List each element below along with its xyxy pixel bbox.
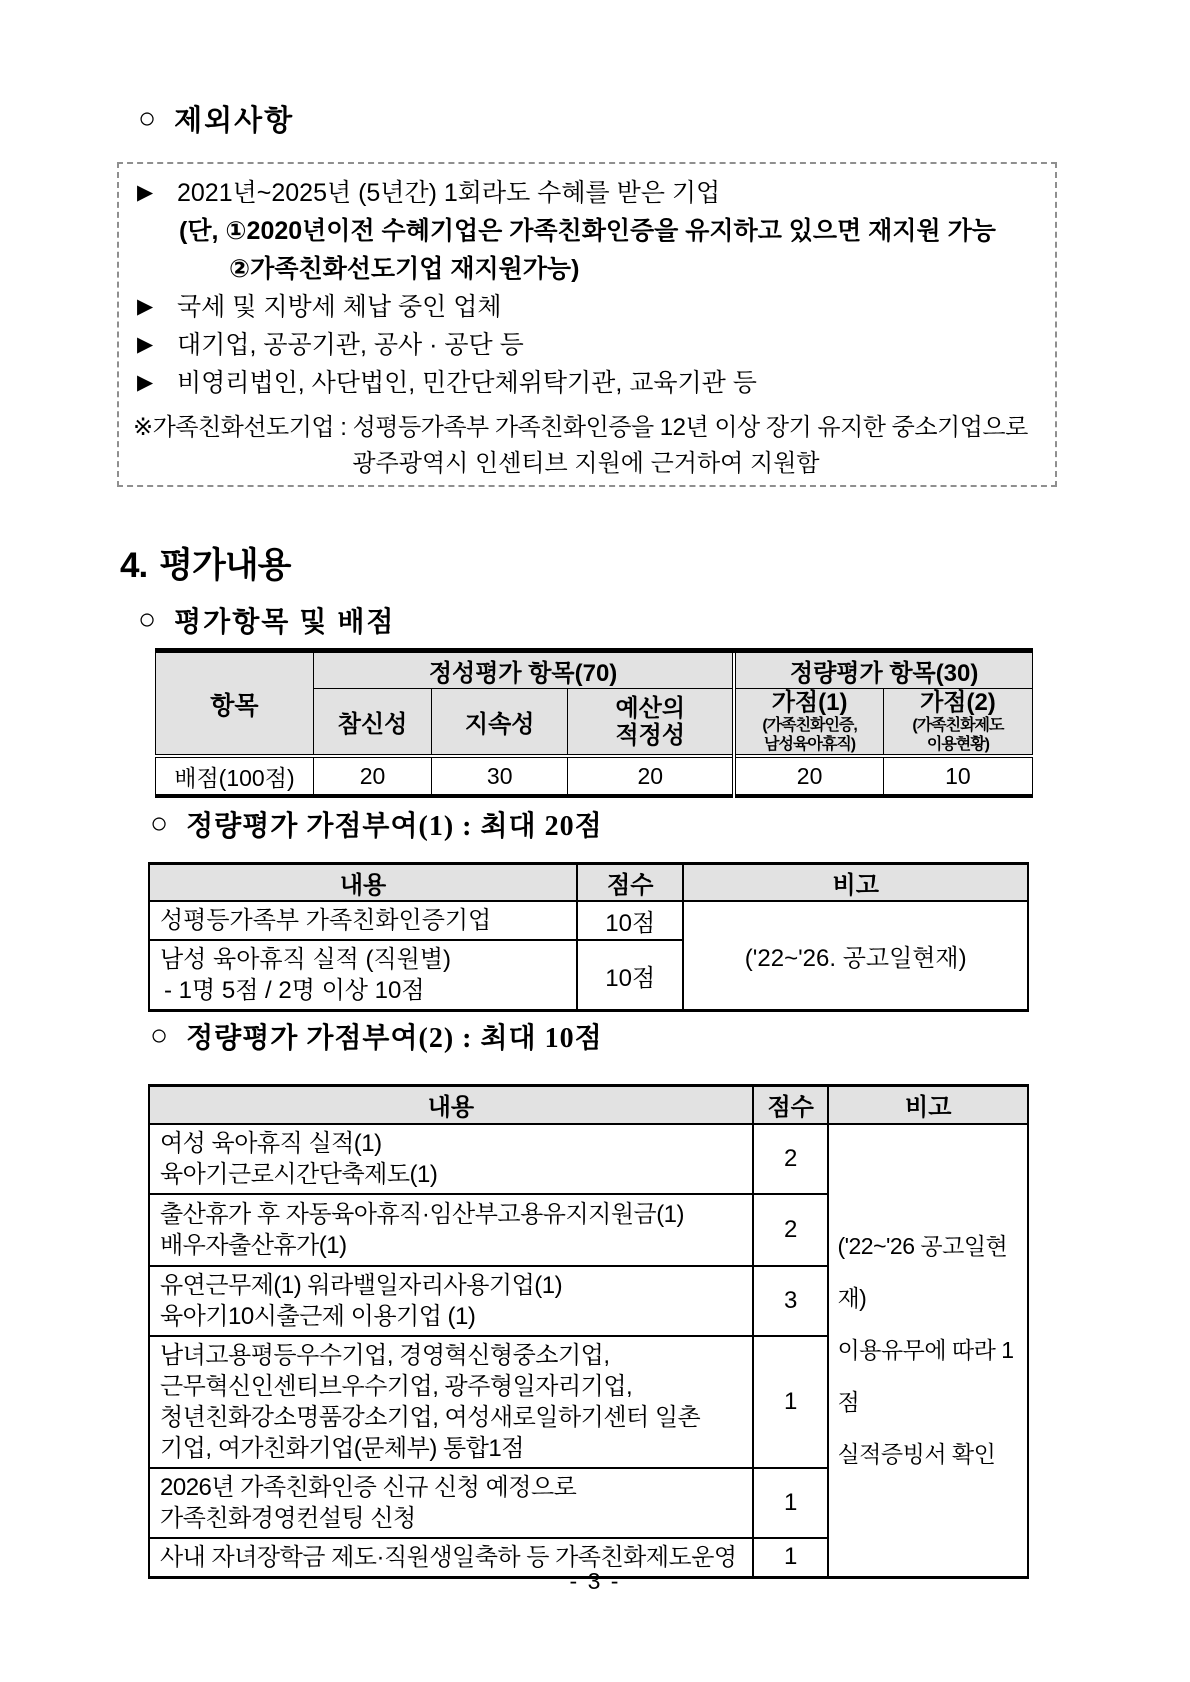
- t1-score-cell: 30: [432, 756, 568, 796]
- exclusion-item: [133, 328, 1039, 362]
- t1-col-bonus2: [883, 689, 1032, 757]
- t3-row-score: 1: [753, 1538, 829, 1578]
- t1-row-label: 배점(100점): [156, 756, 314, 796]
- exclusion-item: [133, 176, 1039, 210]
- section-title-label: 평가내용: [159, 546, 291, 585]
- t1-score-cell: 10: [883, 756, 1032, 796]
- t2-row-content-line2: - 1명 5점 / 2명 이상 10점: [164, 977, 425, 1004]
- t2-header-content: 내용: [149, 864, 577, 902]
- t1-col-bonus2-sub1: (가족친화제도: [912, 717, 1004, 734]
- exclusion-item: [133, 252, 1039, 286]
- t2-remark: ('22~'26. 공고일현재): [683, 901, 1028, 1011]
- triangle-bullet-icon: ▶: [137, 295, 154, 318]
- exclusion-item-text: 비영리법인, 사단법인, 민간단체위탁기관, 교육기관 등: [177, 369, 757, 397]
- exclusion-item: [133, 214, 1039, 248]
- t1-col-bonus1: [734, 689, 883, 757]
- t3-content-line: 배우자출산휴가(1): [160, 1231, 347, 1259]
- t2-row-score: 10점: [577, 940, 683, 1011]
- t2-row-content: [149, 940, 577, 1011]
- t3-remark-line: 이용유무에 따라 1점: [837, 1337, 1014, 1415]
- bonus1-table: [148, 862, 1029, 1012]
- section-title: [120, 538, 290, 588]
- bonus2-heading: [150, 1016, 603, 1056]
- circle-bullet-icon: ○: [150, 1019, 169, 1052]
- exclusion-item-text: (단, ①2020년이전 수혜기업은 가족친화인증을 유지하고 있으면 재지원 가능: [179, 217, 996, 245]
- t3-row-score: 1: [753, 1468, 829, 1538]
- t1-score-cell: 20: [734, 756, 883, 796]
- exclusion-heading: [138, 98, 294, 139]
- t3-header-remark: 비고: [828, 1086, 1028, 1124]
- t3-content-line: 가족친화경영컨설팅 신청: [160, 1504, 416, 1532]
- t3-content-line: 사내 자녀장학금 제도·직원생일축하 등 가족친화제도운영: [160, 1543, 737, 1571]
- t3-content-line: 2026년 가족친화인증 신규 신청 예정으로: [160, 1473, 577, 1501]
- t3-header-score: 점수: [753, 1086, 829, 1124]
- exclusion-item-text: 대기업, 공공기관, 공사 · 공단 등: [177, 331, 524, 359]
- evaluation-score-table: [155, 648, 1033, 798]
- t3-content-line: 청년친화강소명품강소기업, 여성새로일하기센터 일촌: [160, 1403, 701, 1431]
- t1-score-cell: 20: [313, 756, 431, 796]
- t2-header-remark: 비고: [683, 864, 1028, 902]
- t1-col-budget-line2: 적정성: [615, 721, 686, 749]
- circle-bullet-icon: ○: [138, 603, 157, 636]
- triangle-bullet-icon: ▶: [137, 181, 154, 204]
- t3-content-line: 출산휴가 후 자동육아휴직·임산부고용유지지원금(1): [160, 1200, 685, 1228]
- t3-row-score: 2: [753, 1124, 829, 1194]
- t3-row-content: [149, 1468, 753, 1538]
- t2-header-score: 점수: [577, 864, 683, 902]
- section-number: 4.: [120, 546, 148, 585]
- bonus2-table: [148, 1084, 1029, 1579]
- t1-col-bonus2-sub2: 이용현황): [926, 736, 990, 753]
- t3-row-score: 1: [753, 1336, 829, 1468]
- t3-content-line: 여성 육아휴직 실적(1): [160, 1129, 382, 1157]
- t3-remark-line: 실적증빙서 확인: [837, 1441, 996, 1467]
- t1-col-bonus1-sub2: 남성육아휴직): [764, 736, 856, 753]
- exclusion-item: [133, 366, 1039, 400]
- exclusion-item-text: ②가족친화선도기업 재지원가능): [229, 255, 580, 283]
- eval-items-heading: [138, 600, 395, 640]
- exclusion-item-text: 2021년~2025년 (5년간) 1회라도 수혜를 받은 기업: [177, 179, 721, 207]
- circle-bullet-icon: ○: [150, 807, 169, 840]
- t1-col-originality: 참신성: [313, 689, 431, 757]
- triangle-bullet-icon: ▶: [137, 371, 154, 394]
- exclusion-footnote-line1: ※가족친화선도기업 : 성평등가족부 가족친화인증을 12년 이상 장기 유지한 중소기업으로: [133, 414, 1028, 441]
- t1-col-budget: [568, 689, 735, 757]
- bonus1-heading: [150, 804, 603, 844]
- t3-row-score: 2: [753, 1194, 829, 1266]
- bonus1-heading-label: 정량평가 가점부여(1) : 최대 20점: [186, 811, 603, 842]
- t3-content-line: 육아기10시출근제 이용기업 (1): [160, 1302, 476, 1330]
- t3-content-line: 유연근무제(1) 워라밸일자리사용기업(1): [160, 1271, 563, 1299]
- t3-content-line: 남녀고용평등우수기업, 경영혁신형중소기업,: [160, 1341, 610, 1369]
- t1-header-item: 항목: [156, 651, 314, 757]
- t1-col-bonus1-sub1: (가족친화인증,: [762, 717, 857, 734]
- t1-score-cell: 20: [568, 756, 735, 796]
- t2-row-content-line1: 남성 육아휴직 실적 (직원별): [160, 946, 452, 973]
- t3-content-line: 기업, 여가친화기업(문체부) 통합1점: [160, 1434, 524, 1462]
- t3-row-content: [149, 1194, 753, 1266]
- t1-col-budget-line1: 예산의: [615, 694, 686, 722]
- t2-row-content: 성평등가족부 가족친화인증기업: [149, 901, 577, 940]
- exclusion-item: [133, 290, 1039, 324]
- t3-content-line: 근무혁신인센티브우수기업, 광주형일자리기업,: [160, 1372, 633, 1400]
- t3-row-content: [149, 1266, 753, 1336]
- t3-content-line: 육아기근로시간단축제도(1): [160, 1160, 438, 1188]
- exclusion-footnote-line2: 광주광역시 인센티브 지원에 근거하여 지원함: [352, 450, 820, 477]
- t3-row-score: 3: [753, 1266, 829, 1336]
- t1-col-bonus1-title: 가점(1): [771, 689, 848, 716]
- t1-header-qualitative: 정성평가 항목(70): [313, 651, 734, 689]
- triangle-bullet-icon: ▶: [137, 333, 154, 356]
- exclusion-heading-label: 제외사항: [174, 105, 295, 137]
- page-number: - 3 -: [569, 1568, 621, 1594]
- t3-remark-line: ('22~'26 공고일현재): [837, 1233, 1008, 1311]
- t3-row-content: [149, 1124, 753, 1194]
- t3-remark: [828, 1124, 1028, 1578]
- t2-row-score: 10점: [577, 901, 683, 940]
- t3-row-content: [149, 1336, 753, 1468]
- t1-col-bonus2-title: 가점(2): [920, 689, 996, 716]
- circle-bullet-icon: ○: [138, 101, 157, 135]
- bonus2-heading-label: 정량평가 가점부여(2) : 최대 10점: [186, 1023, 603, 1054]
- t3-header-content: 내용: [149, 1086, 753, 1124]
- exclusion-item-text: 국세 및 지방세 체납 중인 업체: [177, 293, 502, 321]
- t1-header-quantitative: 정량평가 항목(30): [734, 651, 1032, 689]
- eval-items-heading-label: 평가항목 및 배점: [174, 607, 396, 638]
- exclusion-box: [117, 162, 1057, 487]
- t1-col-sustainability: 지속성: [432, 689, 568, 757]
